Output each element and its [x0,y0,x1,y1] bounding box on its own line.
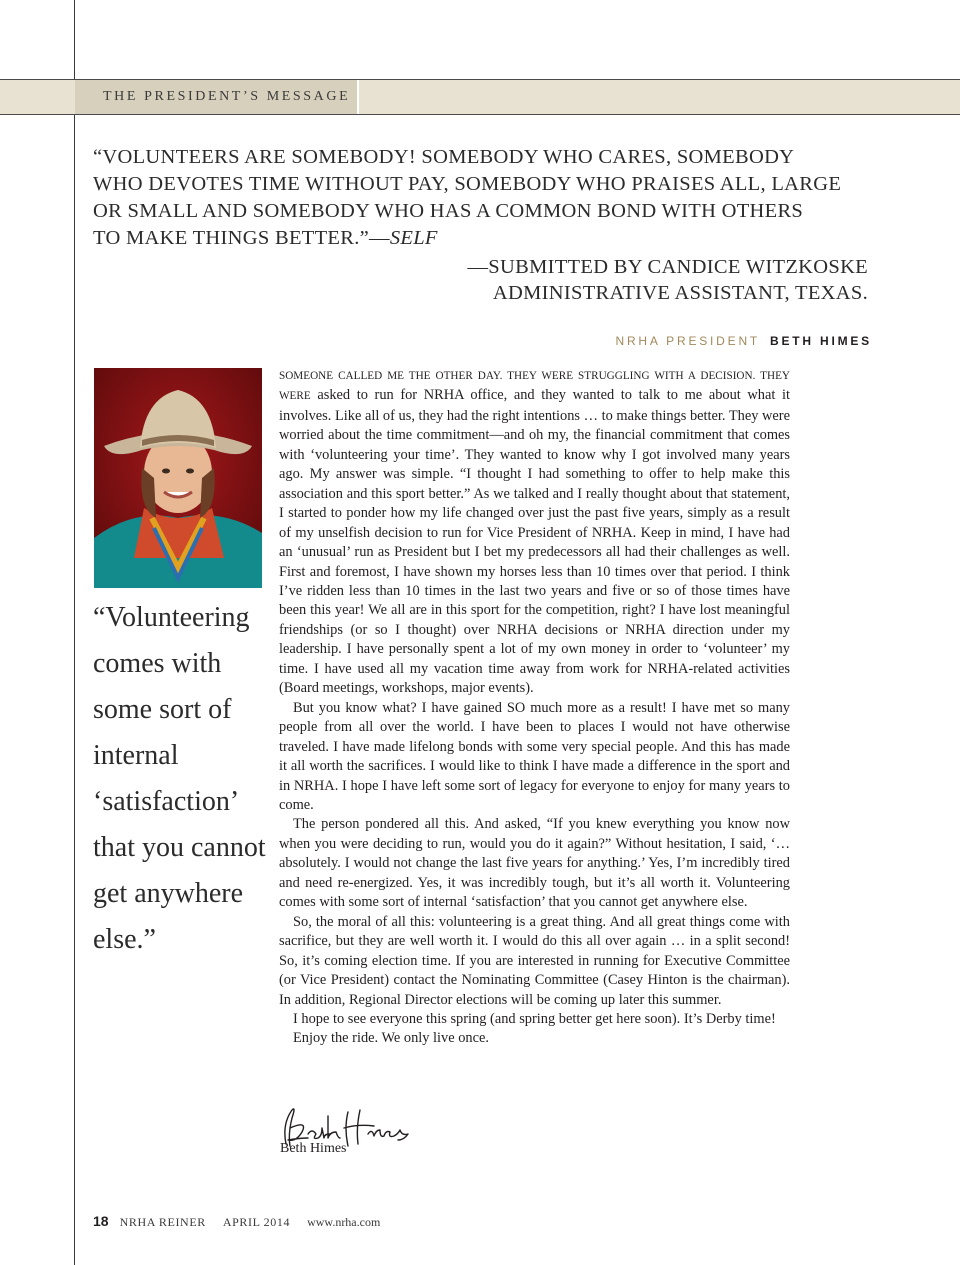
epigraph-quote [93,144,883,252]
article-paragraph: I hope to see everyone this spring (and spring better get here soon). It’s Derby time! [293,1010,776,1027]
section-label: THE PRESIDENT’S MESSAGE [103,89,351,104]
issue-date: APRIL 2014 [222,1215,291,1229]
article-body [279,366,790,1049]
epigraph-line-text: TO MAKE THINGS BETTER.”— [93,227,390,249]
byline-name: BETH HIMES [769,334,872,348]
author-portrait-image [94,368,262,588]
page-footer [93,1213,380,1230]
signature-name: Beth Himes [280,1141,347,1156]
epigraph-line [93,225,883,252]
article-paragraph: Enjoy the ride. We only live once. [293,1030,489,1047]
attribution-line: ADMINISTRATIVE ASSISTANT, TEXAS. [492,282,868,304]
epigraph-attribution [468,254,869,306]
page-number: 18 [93,1213,109,1229]
section-tab [75,80,359,114]
website-link[interactable]: www.nrha.com [307,1215,381,1229]
attribution-line: —SUBMITTED BY CANDICE WITZKOSKE [467,256,868,278]
byline-role: NRHA PRESIDENT [615,334,760,348]
pull-quote: “Volunteering comes with some sort of internal ‘satisfaction’ that you cannot get anywhere else.” [93,602,266,955]
section-header-band [0,79,960,115]
epigraph-line: OR SMALL AND SOMEBODY WHO HAS A COMMON BOND WITH OTHERS [93,200,804,222]
article-paragraph: So, the moral of all this: volunteering is a great thing. And all great things come with sacrifice, but they are well worth it. I would do this all over again … in a split second! So, it’s coming election time. If you are interested in running for Executive Committee (or Vice President) contact the Nominating Committee (Casey Hinton is the chairman). In addition, Regional Director elections will be coming up later this summer. [279,913,790,1008]
epigraph-line: “VOLUNTEERS ARE SOMEBODY! SOMEBODY WHO CARES, SOMEBODY [93,146,795,168]
epigraph-source: SELF [389,227,438,249]
article-paragraph: The person pondered all this. And asked, “If you knew everything you know now when you were deciding to run, would you do it again?” Without hesitation, I said, ‘… absolutely. I would not change the last five years for anything.’ Yes, I’m incredibly tired and need re-energized. Yes, it was incredibly tough, but it’s all worth it. Volunteering comes with some sort of internal ‘satisfaction’ that you cannot get anywhere else. [279,816,790,911]
epigraph-line: WHO DEVOTES TIME WITHOUT PAY, SOMEBODY WHO PRAISES ALL, LARGE [93,173,842,195]
author-byline [616,334,873,348]
author-photo [94,368,262,588]
article-paragraph: But you know what? I have gained SO much more as a result! I have met so many people from all over the world. I have been to places I would not have otherwise traveled. I have made lifelong bonds with some very special people. And this has made it all worth the sacrifices. I would like to think I have made a difference in the sport and in NRHA. I hope I have left some sort of legacy for everyone to enjoy for many years to come. [279,699,790,813]
article-paragraph [279,366,790,699]
publication-name: NRHA REINER [119,1215,206,1229]
article-lead-in: SOMEONE CALLED ME THE OTHER DAY. THEY WERE STRUGGLING WITH A DECISION. THEY WERE [279,370,790,403]
article-paragraph-text: asked to run for NRHA office, and they wanted to talk to me about what it involves. Like all of us, they had the right intentions … to make things better. They were worried about the time commitment—and oh my, the financial commitment that comes with ‘volunteering your time’. They wanted to know why I got involved many years ago. My answer was simple. “I thought I had something to offer to help make this association and this sport better.” As we talked and I really thought about that statement, I started to ponder how my life changed over just the past five years, simply as a result of my unselfish decision to run for Vice President of NRHA. Keep in mind, I have had an ‘unusual’ run as President but I bet my predecessors all had their challenges as well. First and foremost, I have shown my horses less than 10 times over that period. I think I’ve ridden less than 10 times in the last two years and five or so of those times have been this year! We all are in this sport for the competition, right? I have lost meaningful friendships (or so I thought) over NRHA decisions or NRHA direction under my leadership. I have personally spent a lot of my own money in order to ‘volunteer’ my time. I have used all my vacation time away from work for NRHA-related activities (Board meetings, workshops, major events). [279,387,790,697]
margin-rule [74,0,75,1265]
